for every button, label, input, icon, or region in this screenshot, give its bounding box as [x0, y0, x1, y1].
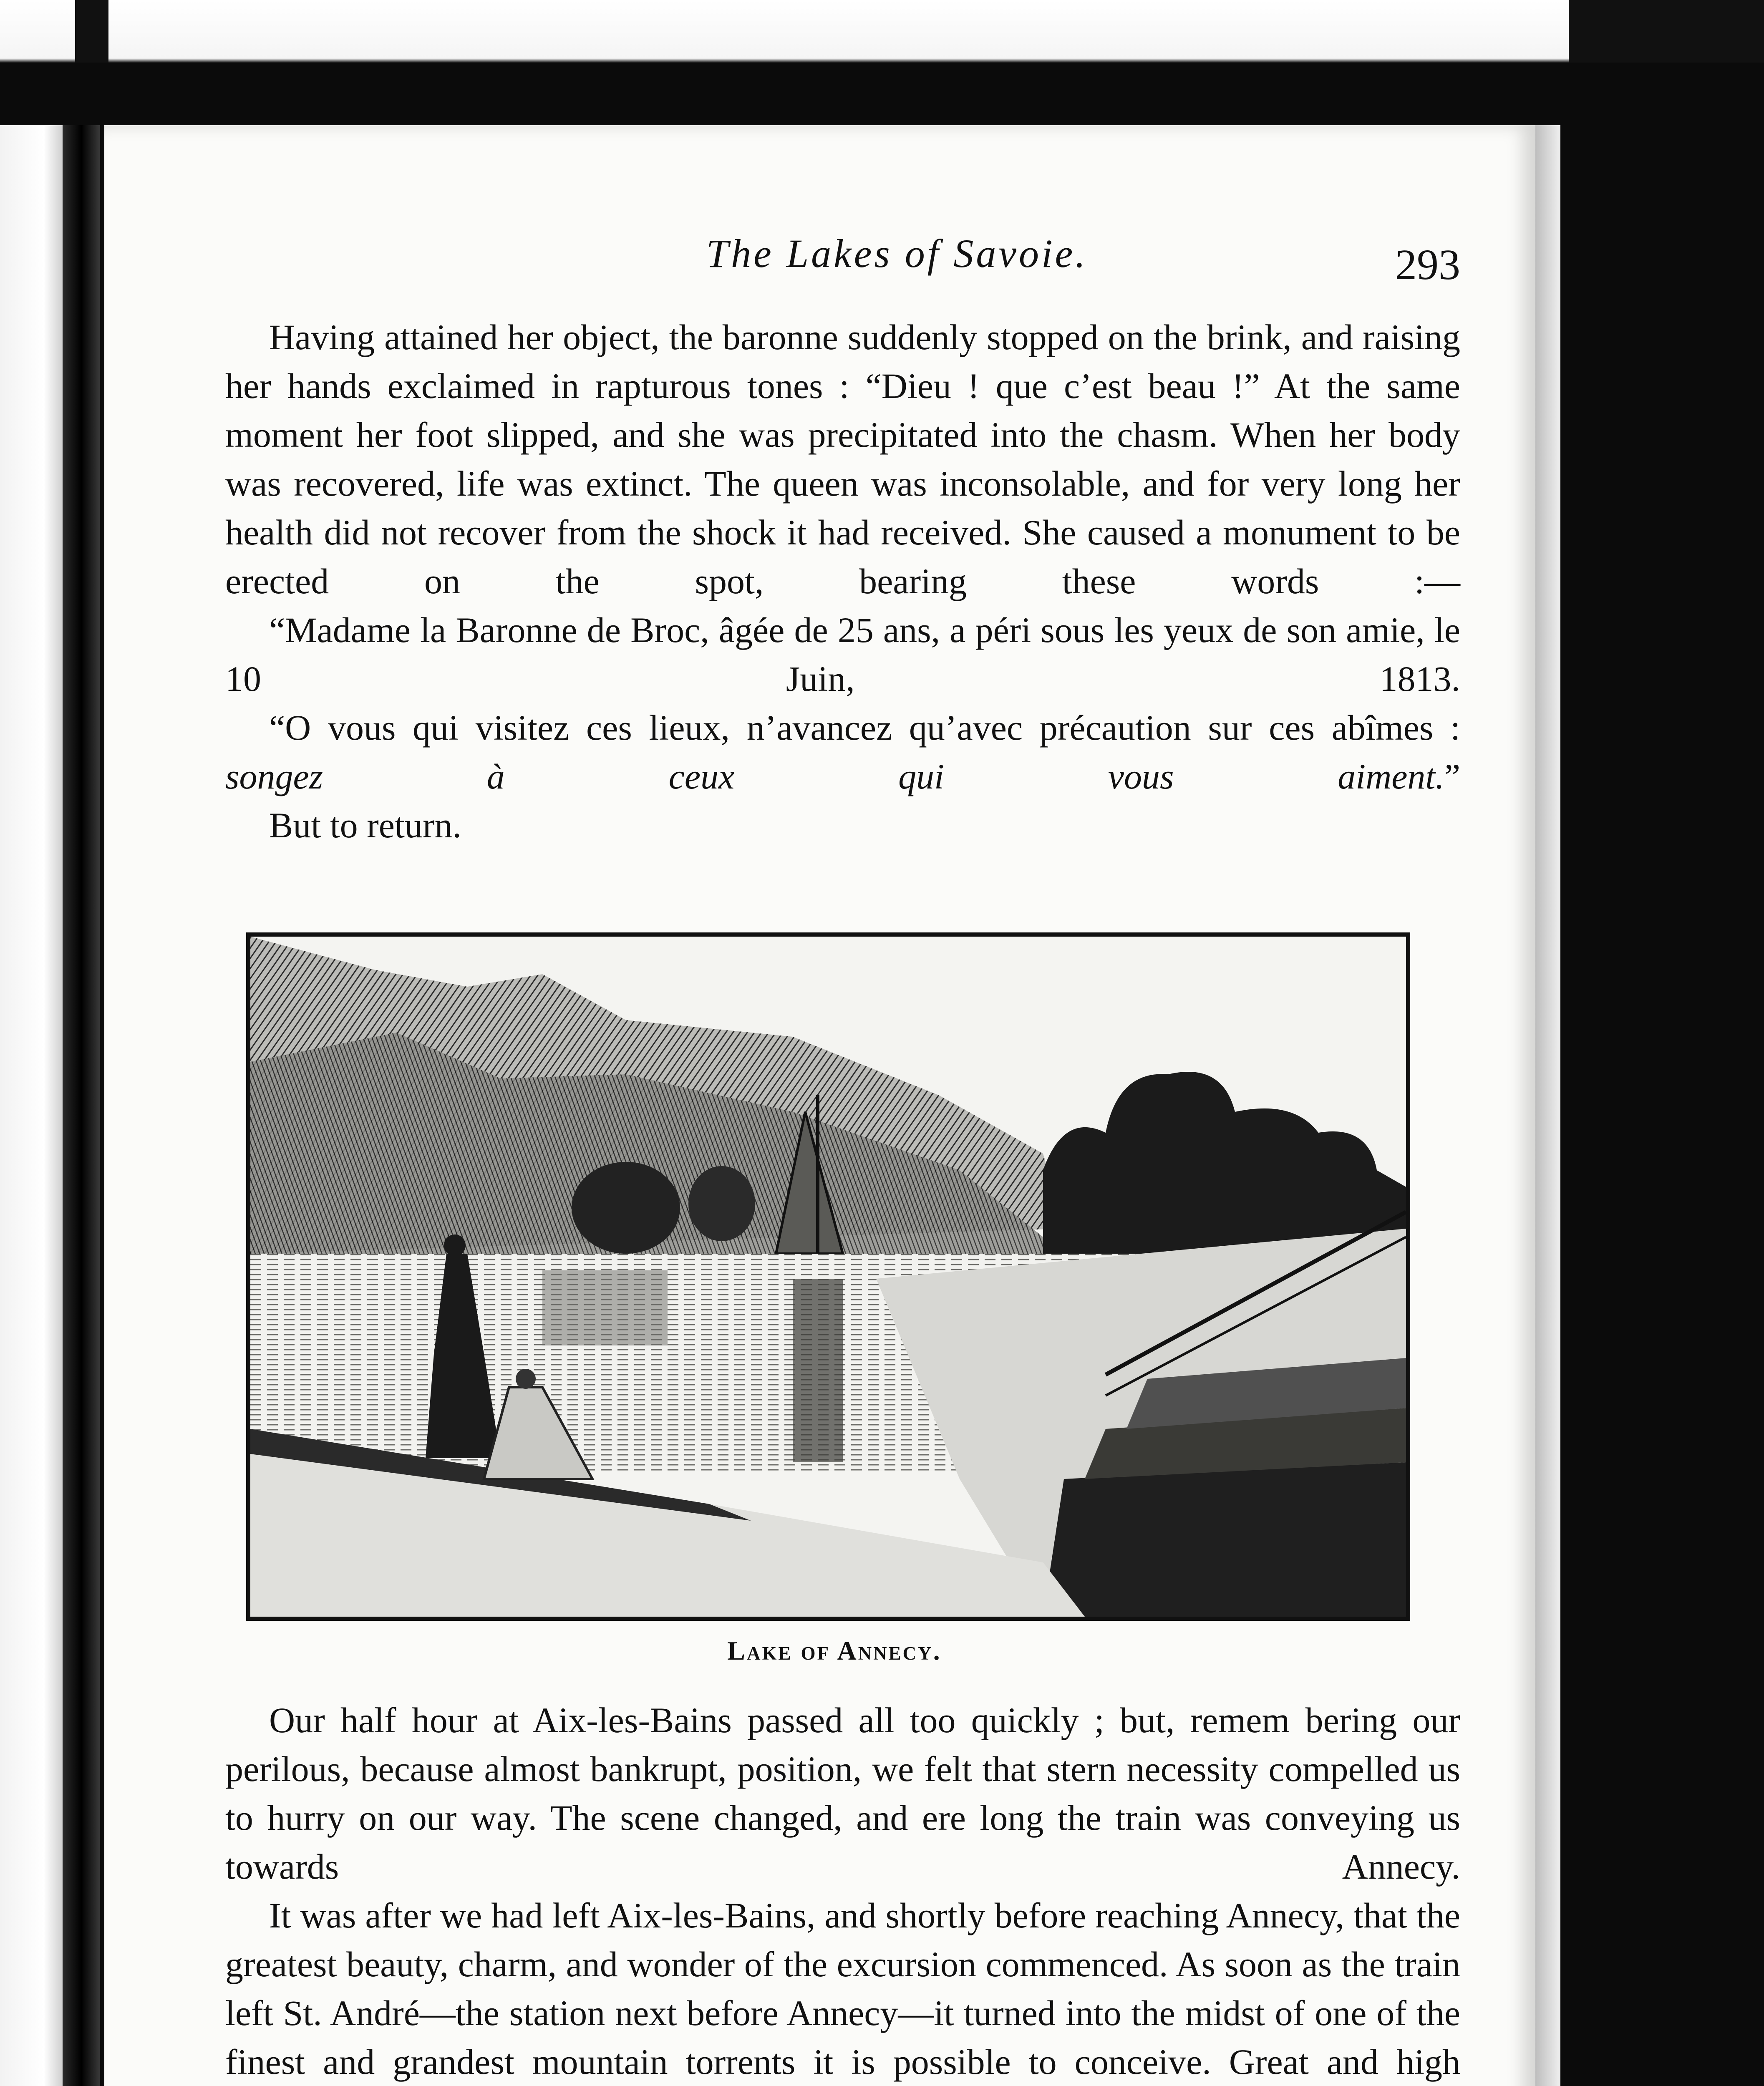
text-block-bottom [225, 1696, 1460, 2086]
scan-border [1569, 0, 1764, 63]
running-head: The Lakes of Savoie. [706, 231, 1088, 276]
paragraph [225, 703, 1460, 801]
paragraph: Our half hour at Aix-les-Bains passed all too quickly ; but, remem bering our perilous, because almost bankrupt, position, we felt that stern necessity compelled us to hurry on our way. The scene changed, and ere long the train was conveying us towards Annecy. [225, 1700, 1460, 1887]
figure-caption: Lake of Annecy. [727, 1636, 942, 1665]
quote-text: “O vous qui visitez ces lieux, n’avancez qu’avec précaution sur ces abîmes : [269, 708, 1460, 748]
lake-engraving [246, 932, 1410, 1621]
engraving-drawing [250, 937, 1406, 1617]
page-number: 293 [1395, 241, 1460, 289]
paragraph: “Madame la Baronne de Broc, âgée de 25 ans, a péri sous les yeux de son amie, le 10 Juin, 1813. [225, 610, 1460, 699]
book-spine [63, 125, 100, 2086]
paragraph: Having attained her object, the baronne suddenly stopped on the brink, and raising her hands exclaimed in rapturous tones : “Dieu ! que c’est beau !” At the same moment her foot slipped, and she was precipitated into the chasm. When her body was recovered, life was extinct. The queen was inconsolable, and for very long her health did not recover from the shock it had received. She caused a monument to be erected on the spot, bearing these words :— [225, 317, 1460, 601]
quote-italic: songez à ceux qui vous aiment. [225, 756, 1444, 796]
page-edge [1535, 125, 1560, 2086]
paragraph: It was after we had left Aix-les-Bains, and shortly before reaching Annecy, that the greatest beauty, charm, and wonder of the excursion commenced. As soon as the train left St. André—the station next before Annecy—it turned into the midst of one of the finest and grandest mountain torrents it is possible to conceive. Great and high [225, 1895, 1460, 2082]
text-block-top [225, 313, 1460, 850]
quote-close: ” [1444, 756, 1460, 796]
scan-gutter [75, 0, 108, 63]
paragraph: But to return. [269, 805, 461, 845]
scan-top-strip [0, 0, 1764, 63]
previous-pages-edge [0, 125, 63, 2086]
